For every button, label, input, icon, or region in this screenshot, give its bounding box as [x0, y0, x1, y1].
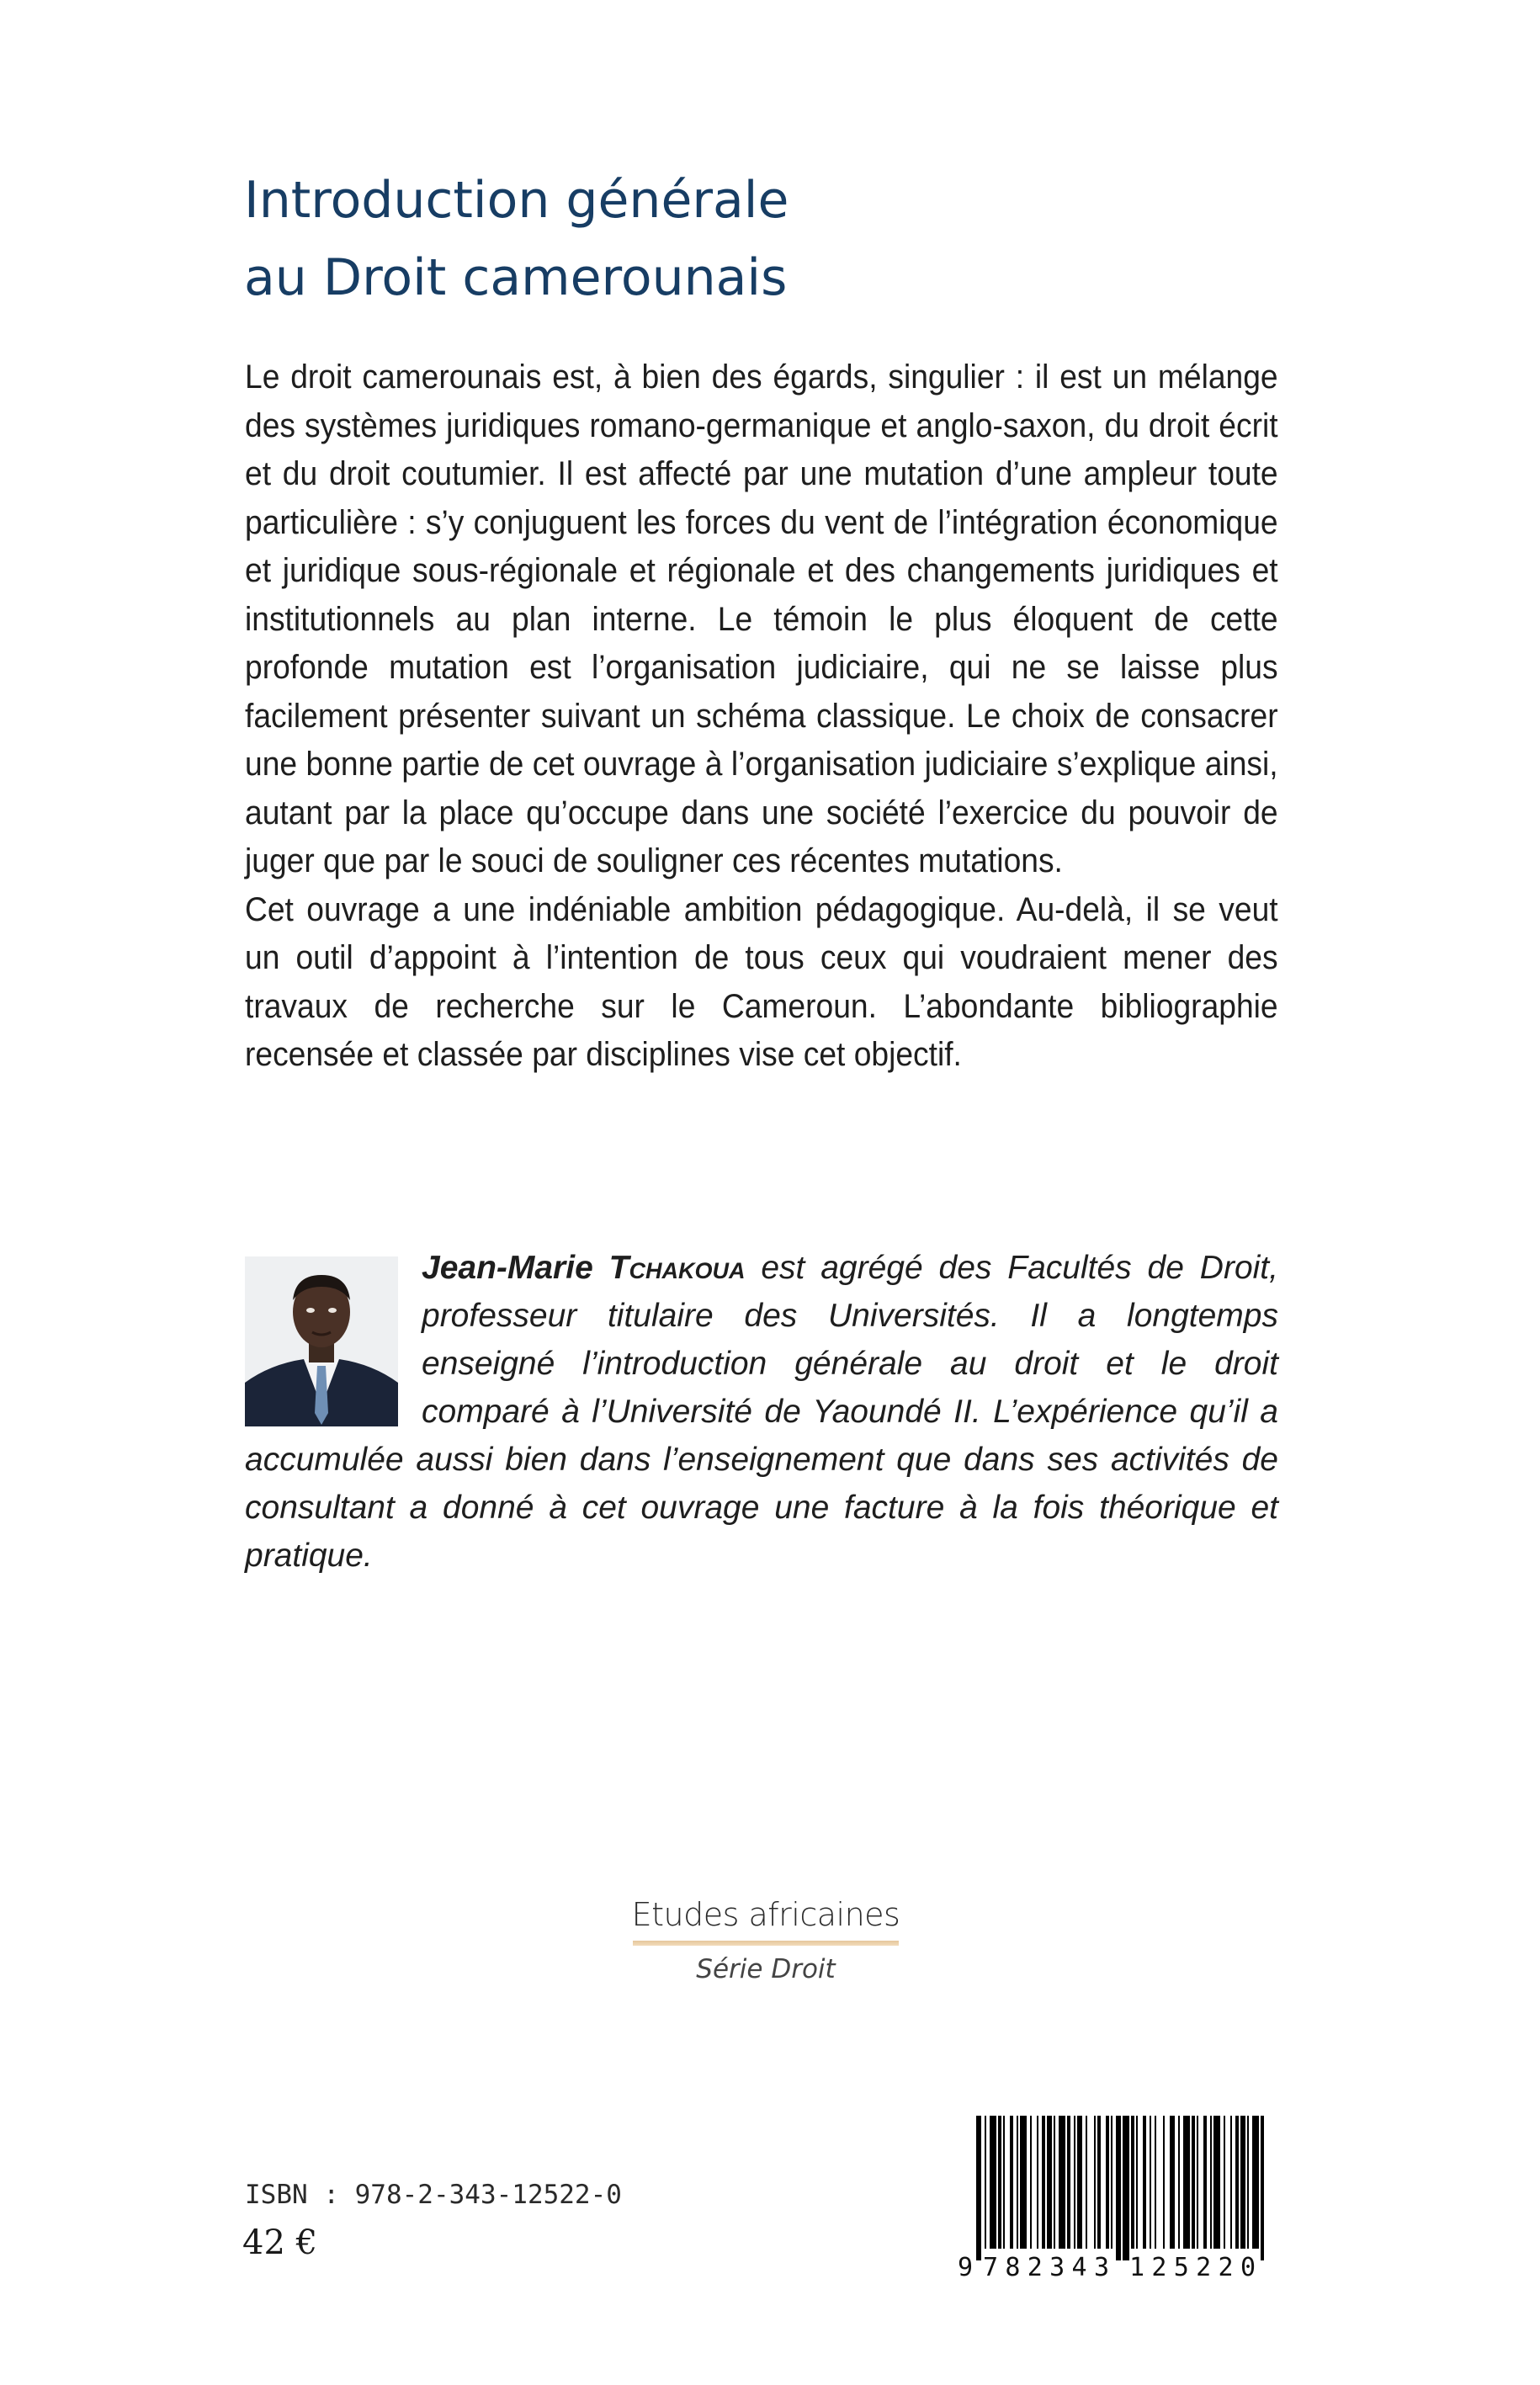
barcode-bar [1192, 2116, 1195, 2249]
barcode-bar [1059, 2116, 1065, 2249]
barcode-bar [1030, 2116, 1032, 2249]
title-line-1: Introduction générale [244, 171, 789, 230]
barcode-bar [1150, 2116, 1151, 2249]
barcode-bar [1106, 2116, 1109, 2249]
barcode-bar [1010, 2116, 1013, 2249]
barcode-bar [1203, 2116, 1207, 2249]
barcode-digits-left: 782343 [983, 2253, 1109, 2282]
barcode-bar [1054, 2116, 1055, 2249]
barcode-bar [1097, 2116, 1101, 2249]
author-first-name: Jean-Marie [422, 1250, 593, 1286]
barcode-bar [990, 2116, 996, 2249]
series-logo [623, 1892, 909, 1988]
barcode-bar [1213, 2116, 1220, 2249]
barcode-bar [1235, 2116, 1239, 2249]
barcode-first-digit: 9 [958, 2253, 974, 2282]
barcode-bar [1155, 2116, 1156, 2249]
barcode-bar [1210, 2116, 1212, 2249]
barcode-bar [1183, 2116, 1190, 2249]
back-cover-summary [245, 353, 1278, 1080]
barcode-bar [1131, 2116, 1134, 2249]
barcode-bar [1136, 2116, 1138, 2249]
barcode-bar [1247, 2116, 1249, 2249]
barcode-bar [1042, 2116, 1045, 2249]
barcode-bar [1074, 2116, 1075, 2249]
summary-paragraph-1: Le droit camerounais est, à bien des égards, singulier : il est un mélange des systèmes juridiques romano-germanique et anglo-saxon, du droit écrit et du droit coutumier. Il est affecté par une mutation d’une ampleur toute particulière : s’y conjuguent les forces du vent de l’intégration économique et juridique sous-régionale et régionale et des changements juridiques et institutionnels au plan interne. Le témoin le plus éloquent de cette profonde mutation est l’organisation judiciaire, qui ne se laisse plus facilement présenter suivant un schéma classique. Le choix de consacrer une bonne partie de cet ouvrage à l’organisation judiciaire s’explique ainsi, autant par la place qu’occupe dans une société l’exercice du pouvoir de juger que par le souci de souligner ces récentes mutations. [245, 359, 1278, 879]
barcode-bar [1224, 2116, 1225, 2249]
barcode-bar [1252, 2116, 1259, 2249]
barcode-bar [1111, 2116, 1113, 2249]
barcode-bar [1003, 2116, 1005, 2249]
barcode-bar [1037, 2116, 1038, 2249]
series-name: Etudes africaines [631, 1896, 900, 1933]
barcode-bar [1094, 2116, 1096, 2249]
barcode-bar [1178, 2116, 1180, 2249]
barcode-bar [1077, 2116, 1082, 2249]
summary-paragraph-2: Cet ouvrage a une indéniable ambition pédagogique. Au-delà, il se veut un outil d’appoint à l’intention de tous ceux qui voudraient mener des travaux de recherche sur le Cameroun. L’abondante bibliographie recensée et classée par disciplines vise cet objectif. [245, 890, 1278, 1073]
isbn: ISBN : 978-2-343-12522-0 [245, 2180, 622, 2210]
barcode-bar [1240, 2116, 1245, 2249]
series-subtitle: Série Droit [696, 1954, 836, 1984]
barcode-bar [1086, 2116, 1087, 2249]
barcode-bar [1116, 2116, 1121, 2260]
barcode-bar [1017, 2116, 1018, 2249]
barcode-bar [1197, 2116, 1198, 2249]
barcode-bar [1230, 2116, 1232, 2249]
barcode-bar [1261, 2116, 1264, 2260]
barcode-bar [976, 2116, 981, 2260]
barcode-bar [1123, 2116, 1129, 2260]
barcode-bar [1020, 2116, 1027, 2249]
barcode-bar [998, 2116, 1001, 2249]
author-bio [245, 1244, 1278, 1580]
author-surname: Tchakoua [608, 1250, 746, 1286]
barcode-bar [1163, 2116, 1165, 2249]
barcode-bar [985, 2116, 986, 2249]
barcode-digits-right: 125220 [1129, 2253, 1256, 2282]
barcode-bar [1067, 2116, 1070, 2249]
barcode-bar [1047, 2116, 1052, 2249]
author-bio-text: est agrégé des Facultés de Droit, professeur titulaire des Universités. Il a longtemps enseigné l’introduction générale au droit et le droit comparé à l’Université de Yaoundé II. L’expérience qu’il a accumulée aussi bien dans l’enseignement que dans ses activités de consultant a donné à cet ouvrage une facture à la fois théorique et pratique. [245, 1250, 1278, 1574]
title-line-2: au Droit camerounais [244, 248, 788, 307]
barcode-bar [1170, 2116, 1175, 2249]
series-divider [633, 1941, 899, 1946]
barcode [951, 2111, 1281, 2282]
book-title [244, 162, 1338, 316]
barcode-bar [1143, 2116, 1146, 2249]
price: 42 € [242, 2223, 318, 2262]
